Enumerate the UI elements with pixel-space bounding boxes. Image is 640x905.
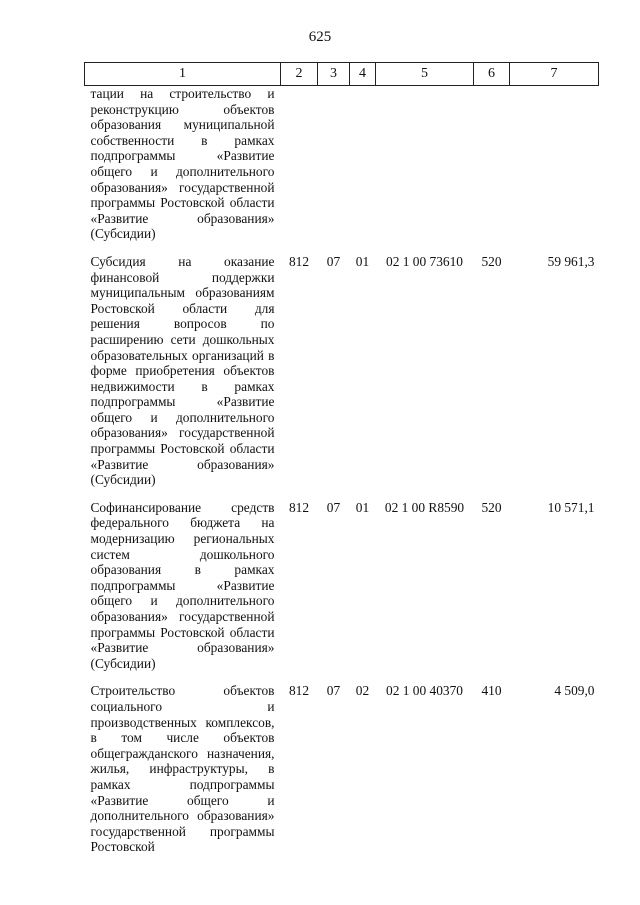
row-expense-type: 520 <box>481 253 502 269</box>
row-amount <box>510 86 599 254</box>
page-number: 625 <box>308 29 332 45</box>
column-header-6: 6 <box>474 63 510 86</box>
row-ministry-code: 812 <box>288 253 310 269</box>
row-section-code: 07 <box>326 253 341 269</box>
table-header-row <box>85 63 599 86</box>
row-description: тации на строительство и реконструкцию объектов образования муниципальной собственности в рамках подпрограммы «Развитие общего и дополнительного образования» государственной программы Ростовской области «Развитие образования» (Субсидии) <box>90 86 275 242</box>
row-ministry-code: 812 <box>288 683 310 699</box>
row-target-article: 02 1 00 40370 <box>386 683 463 699</box>
row-section-code <box>318 86 350 254</box>
row-description: Строительство объектов социального и производственных комплексов, в том числе объектов общегражданского назначения, жилья, инфраструктуры, в рамках подпрограммы «Развитие общего и дополнительного образования» государственной программы Ростовской <box>90 683 275 855</box>
row-target-article: 02 1 00 73610 <box>386 253 463 269</box>
row-ministry-code: 812 <box>288 499 310 515</box>
row-subsection-code <box>350 86 376 254</box>
row-subsection-code: 01 <box>355 253 370 269</box>
row-expense-type: 520 <box>481 499 502 515</box>
row-ministry-code <box>281 86 318 254</box>
column-header-4: 4 <box>350 63 376 86</box>
row-amount: 4 509,0 <box>554 683 595 699</box>
row-expense-type <box>474 86 510 254</box>
table-row <box>85 500 599 684</box>
row-subsection-code: 01 <box>355 499 370 515</box>
row-amount: 10 571,1 <box>547 499 595 515</box>
row-expense-type: 410 <box>481 683 502 699</box>
table-row <box>85 254 599 500</box>
column-header-7: 7 <box>510 63 599 86</box>
row-description: Субсидия на оказание финансовой поддержки муниципальным образованиям Ростовской области для решения вопросов по расширению сети дошкольных образовательных организаций в форме приобретения объектов недвижимости в рамках подпрограммы «Развитие общего и дополнительного образования» государственной программы Ростовской области «Развитие образования» (Субсидии) <box>90 253 275 488</box>
table-row <box>85 683 599 867</box>
column-header-5: 5 <box>376 63 474 86</box>
column-header-1: 1 <box>85 63 281 86</box>
row-target-article: 02 1 00 R8590 <box>384 499 465 515</box>
row-section-code: 07 <box>326 499 341 515</box>
column-header-2: 2 <box>281 63 318 86</box>
row-amount: 59 961,3 <box>547 253 595 269</box>
table-row <box>85 86 599 254</box>
row-target-article <box>376 86 474 254</box>
budget-table <box>84 62 599 867</box>
row-section-code: 07 <box>326 683 341 699</box>
column-header-3: 3 <box>318 63 350 86</box>
row-subsection-code: 02 <box>355 683 370 699</box>
row-description: Софинансирование средств федерального бюджета на модернизацию региональных систем дошкольного образования в рамках подпрограммы «Развитие общего и дополнительного образования» государственной программы Ростовской области «Развитие образования» (Субсидии) <box>90 499 275 671</box>
